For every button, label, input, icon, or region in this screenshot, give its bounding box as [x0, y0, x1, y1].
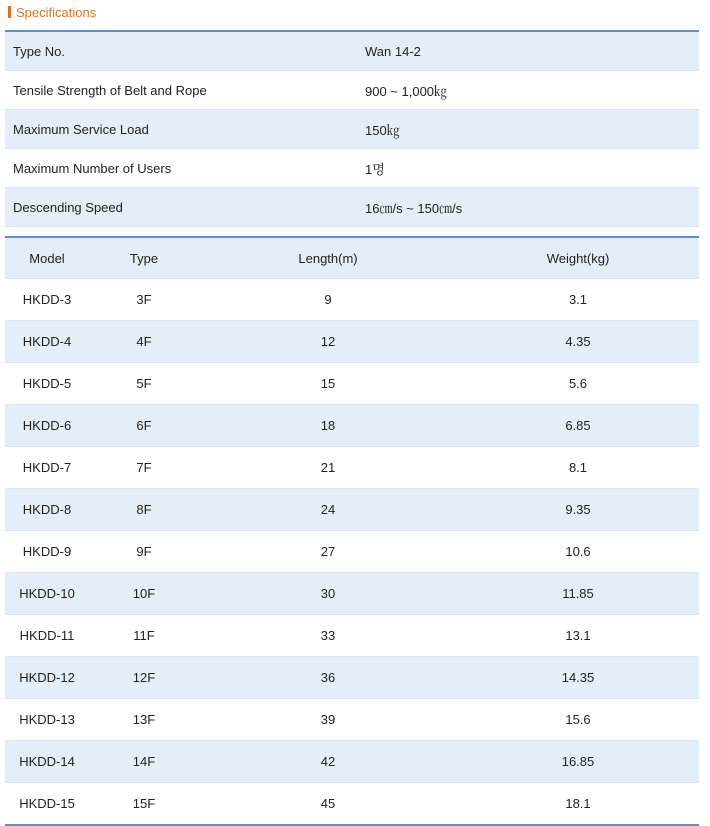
spec-value: 150㎏	[353, 110, 699, 149]
cell-length: 15	[199, 363, 457, 405]
section-title-text: Specifications	[16, 4, 97, 20]
cell-weight: 8.1	[457, 447, 699, 489]
cell-type: 10F	[89, 573, 199, 615]
table-row	[5, 447, 699, 489]
cell-model: HKDD-9	[5, 531, 89, 573]
cell-model: HKDD-13	[5, 699, 89, 741]
spec-row	[5, 188, 699, 227]
cell-length: 45	[199, 783, 457, 826]
spec-value: 16㎝/s ~ 150㎝/s	[353, 188, 699, 227]
spec-value: 1명	[353, 149, 699, 188]
table-row	[5, 783, 699, 826]
cell-weight: 16.85	[457, 741, 699, 783]
spec-value: 900 ~ 1,000㎏	[353, 71, 699, 110]
cell-model: HKDD-8	[5, 489, 89, 531]
cell-weight: 10.6	[457, 531, 699, 573]
cell-length: 9	[199, 279, 457, 321]
cell-length: 21	[199, 447, 457, 489]
cell-model: HKDD-6	[5, 405, 89, 447]
spec-row	[5, 110, 699, 149]
cell-weight: 15.6	[457, 699, 699, 741]
spec-label: Maximum Service Load	[5, 110, 353, 149]
table-row	[5, 363, 699, 405]
cell-weight: 18.1	[457, 783, 699, 826]
cell-model: HKDD-3	[5, 279, 89, 321]
cell-length: 39	[199, 699, 457, 741]
section-heading	[8, 4, 96, 20]
cell-length: 36	[199, 657, 457, 699]
cell-weight: 3.1	[457, 279, 699, 321]
column-header-type: Type	[89, 237, 199, 279]
table-row	[5, 531, 699, 573]
spec-row	[5, 149, 699, 188]
cell-type: 15F	[89, 783, 199, 826]
cell-weight: 11.85	[457, 573, 699, 615]
table-row	[5, 573, 699, 615]
spec-label: Tensile Strength of Belt and Rope	[5, 71, 353, 110]
spec-label: Type No.	[5, 31, 353, 71]
spec-label: Descending Speed	[5, 188, 353, 227]
cell-type: 13F	[89, 699, 199, 741]
cell-weight: 4.35	[457, 321, 699, 363]
cell-type: 9F	[89, 531, 199, 573]
table-row	[5, 657, 699, 699]
cell-length: 42	[199, 741, 457, 783]
cell-model: HKDD-15	[5, 783, 89, 826]
cell-type: 7F	[89, 447, 199, 489]
cell-model: HKDD-11	[5, 615, 89, 657]
heading-marker	[8, 6, 11, 18]
cell-length: 30	[199, 573, 457, 615]
cell-type: 3F	[89, 279, 199, 321]
cell-length: 33	[199, 615, 457, 657]
cell-type: 4F	[89, 321, 199, 363]
table-row	[5, 321, 699, 363]
cell-weight: 5.6	[457, 363, 699, 405]
cell-length: 24	[199, 489, 457, 531]
spec-row	[5, 71, 699, 110]
cell-model: HKDD-14	[5, 741, 89, 783]
cell-weight: 13.1	[457, 615, 699, 657]
cell-type: 6F	[89, 405, 199, 447]
column-header-weight: Weight(kg)	[457, 237, 699, 279]
cell-model: HKDD-12	[5, 657, 89, 699]
table-row	[5, 615, 699, 657]
cell-type: 5F	[89, 363, 199, 405]
cell-model: HKDD-4	[5, 321, 89, 363]
cell-weight: 6.85	[457, 405, 699, 447]
cell-weight: 14.35	[457, 657, 699, 699]
specifications-table	[5, 30, 699, 227]
cell-type: 14F	[89, 741, 199, 783]
cell-model: HKDD-7	[5, 447, 89, 489]
models-table	[5, 236, 699, 826]
cell-length: 18	[199, 405, 457, 447]
cell-type: 12F	[89, 657, 199, 699]
table-row	[5, 741, 699, 783]
cell-type: 11F	[89, 615, 199, 657]
cell-model: HKDD-5	[5, 363, 89, 405]
cell-weight: 9.35	[457, 489, 699, 531]
cell-model: HKDD-10	[5, 573, 89, 615]
table-row	[5, 699, 699, 741]
column-header-length: Length(m)	[199, 237, 457, 279]
cell-length: 12	[199, 321, 457, 363]
spec-row	[5, 31, 699, 71]
table-row	[5, 279, 699, 321]
table-row	[5, 405, 699, 447]
spec-label: Maximum Number of Users	[5, 149, 353, 188]
table-header-row	[5, 237, 699, 279]
cell-type: 8F	[89, 489, 199, 531]
column-header-model: Model	[5, 237, 89, 279]
cell-length: 27	[199, 531, 457, 573]
spec-value: Wan 14-2	[353, 31, 699, 71]
table-row	[5, 489, 699, 531]
